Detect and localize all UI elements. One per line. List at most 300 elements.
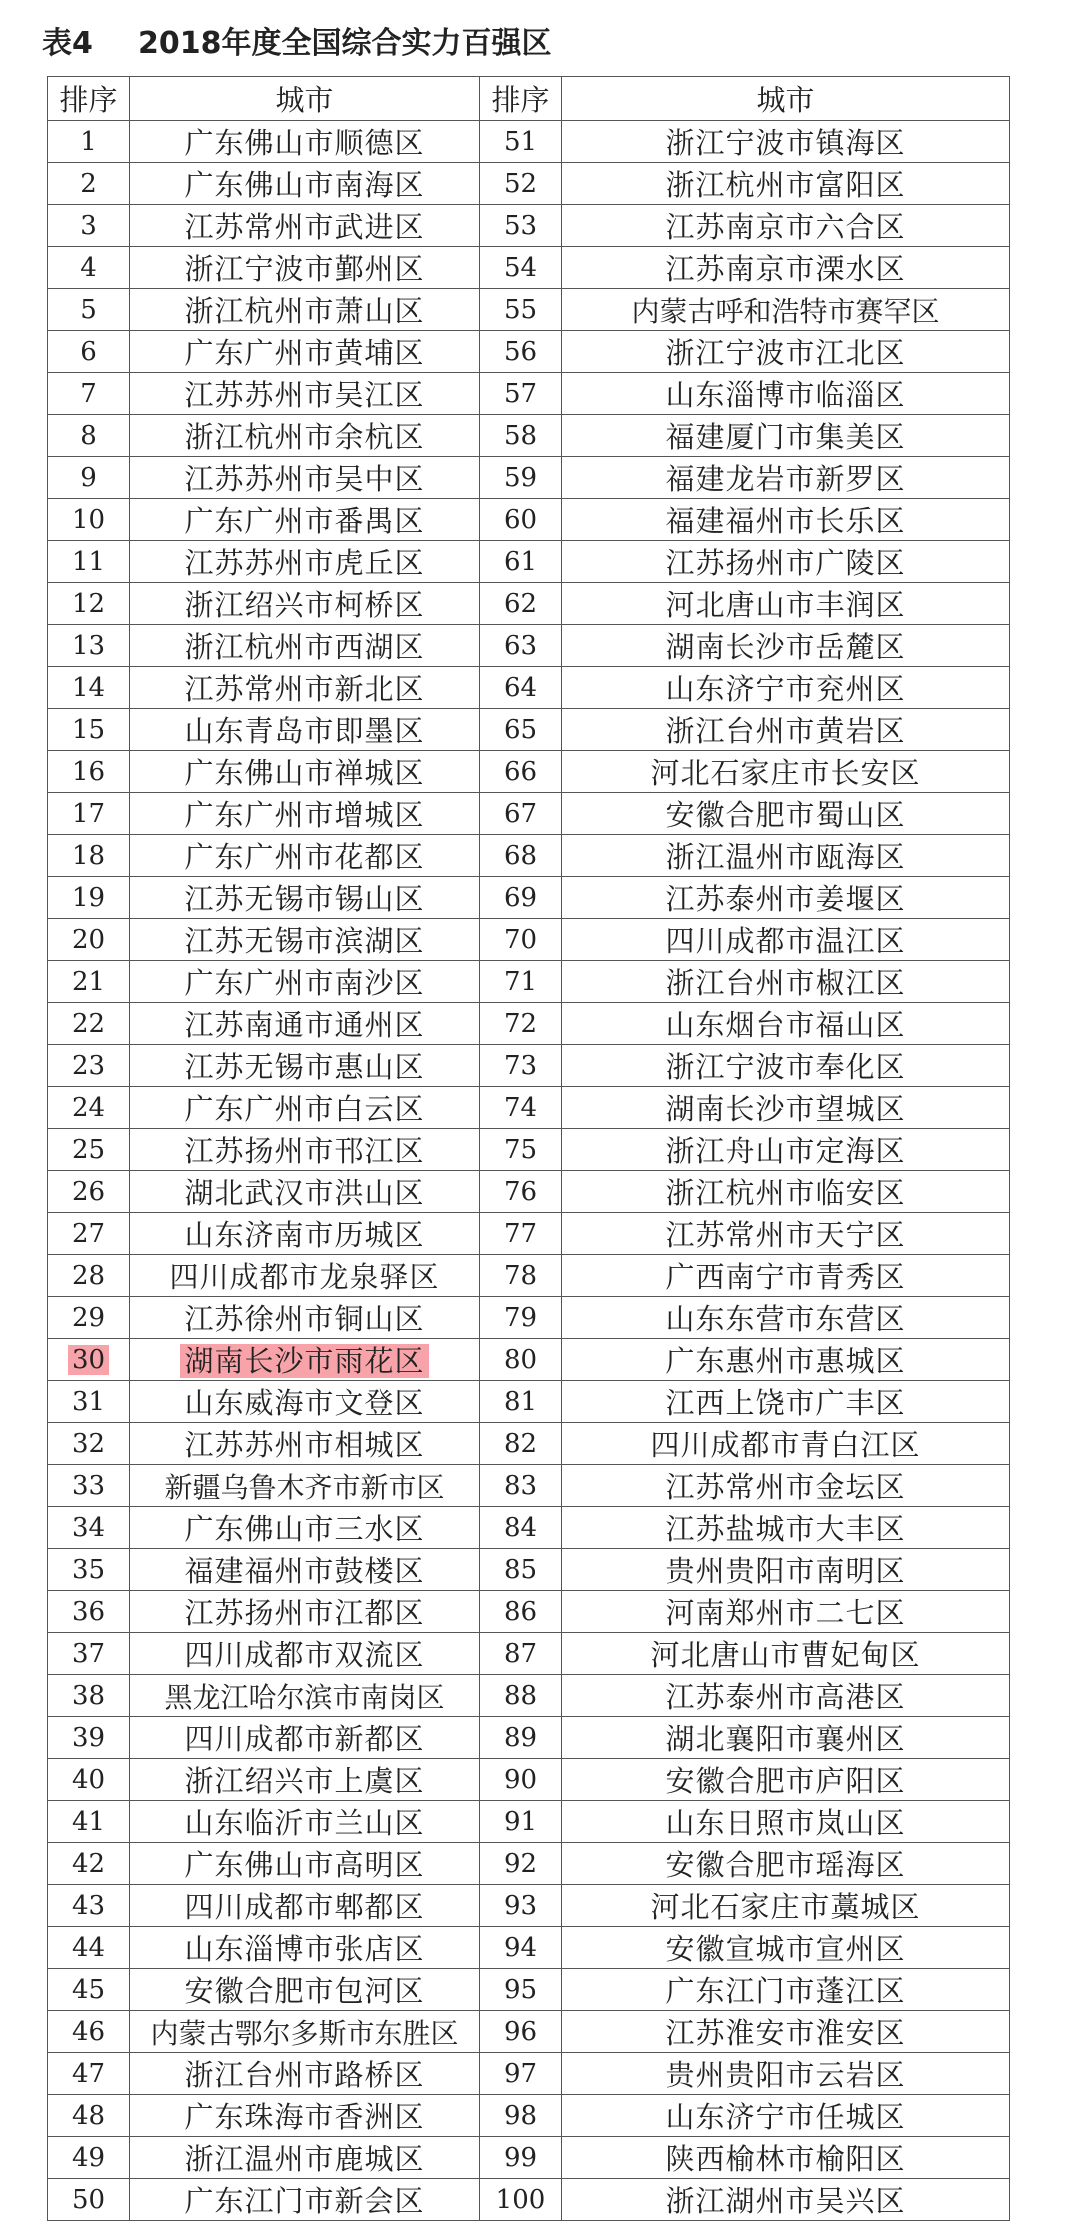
rank-value: 5	[80, 294, 97, 325]
city-name: 江苏无锡市锡山区	[184, 882, 425, 916]
city-name: 广东佛山市禅城区	[184, 756, 425, 790]
table-row	[48, 1045, 1010, 1087]
rank-value: 1	[80, 126, 97, 157]
table-row	[48, 1171, 1010, 1213]
rank-cell-left	[48, 2011, 130, 2053]
city-name: 四川成都市青白江区	[650, 1428, 921, 1462]
highlighted-city: 湖南长沙市雨花区	[180, 1344, 428, 1378]
table-row	[48, 415, 1010, 457]
rank-cell-right	[480, 919, 562, 961]
city-name: 广东广州市番禺区	[184, 504, 425, 538]
city-name: 广东佛山市高明区	[184, 1848, 425, 1882]
rank-value: 7	[80, 378, 97, 409]
city-name: 安徽合肥市瑶海区	[665, 1848, 906, 1882]
city-name: 福建福州市鼓楼区	[184, 1554, 425, 1588]
city-cell-right	[562, 1003, 1010, 1045]
city-name: 安徽宣城市宣州区	[665, 1932, 906, 1966]
city-cell-left	[130, 1507, 480, 1549]
city-name: 广东惠州市惠城区	[665, 1344, 906, 1378]
table-row	[48, 205, 1010, 247]
city-cell-right	[562, 583, 1010, 625]
table-number: 表4	[42, 26, 93, 61]
city-cell-left	[130, 1087, 480, 1129]
rank-value: 45	[71, 1974, 106, 2005]
rank-value: 71	[503, 966, 538, 997]
rank-cell-right	[480, 1297, 562, 1339]
rank-cell-left	[48, 1717, 130, 1759]
rank-cell-left	[48, 289, 130, 331]
city-cell-right	[562, 1171, 1010, 1213]
rank-cell-left	[48, 751, 130, 793]
rank-cell-right	[480, 2137, 562, 2179]
table-row	[48, 793, 1010, 835]
city-cell-right	[562, 751, 1010, 793]
header-city-right: 城市	[562, 77, 1010, 121]
table-row	[48, 499, 1010, 541]
city-cell-left	[130, 1381, 480, 1423]
rank-cell-right	[480, 1213, 562, 1255]
city-name: 广东广州市白云区	[184, 1092, 425, 1126]
city-cell-left	[130, 331, 480, 373]
rank-cell-right	[480, 163, 562, 205]
rank-cell-left	[48, 961, 130, 1003]
rank-value: 68	[503, 840, 538, 871]
rank-value: 35	[71, 1554, 106, 1585]
table-row	[48, 1507, 1010, 1549]
city-cell-right	[562, 289, 1010, 331]
table-row	[48, 1633, 1010, 1675]
rank-value: 33	[71, 1470, 106, 1501]
rank-value: 67	[503, 798, 538, 829]
city-name: 江苏泰州市高港区	[665, 1680, 906, 1714]
rank-cell-left	[48, 415, 130, 457]
city-cell-right	[562, 793, 1010, 835]
rank-cell-right	[480, 961, 562, 1003]
city-name: 浙江绍兴市上虞区	[184, 1764, 425, 1798]
rank-value: 28	[71, 1260, 106, 1291]
rank-value: 44	[71, 1932, 106, 1963]
table-header-row	[48, 77, 1010, 121]
city-name: 浙江宁波市鄞州区	[184, 252, 425, 286]
table-row	[48, 2011, 1010, 2053]
city-name: 内蒙古呼和浩特市赛罕区	[631, 294, 940, 328]
rank-cell-right	[480, 751, 562, 793]
table-row	[48, 541, 1010, 583]
table-row	[48, 247, 1010, 289]
city-cell-right	[562, 1843, 1010, 1885]
table-row	[48, 2095, 1010, 2137]
table-row	[48, 1423, 1010, 1465]
rank-value: 14	[71, 672, 106, 703]
rank-value: 98	[503, 2100, 538, 2131]
city-cell-right	[562, 331, 1010, 373]
rank-cell-right	[480, 667, 562, 709]
rank-value: 42	[71, 1848, 106, 1879]
rank-cell-right	[480, 457, 562, 499]
table-row	[48, 1717, 1010, 1759]
rank-cell-right	[480, 2011, 562, 2053]
rank-value: 40	[71, 1764, 106, 1795]
rank-cell-right	[480, 1885, 562, 1927]
rank-cell-left	[48, 1507, 130, 1549]
city-cell-right	[562, 163, 1010, 205]
city-cell-left	[130, 919, 480, 961]
city-cell-right	[562, 1927, 1010, 1969]
rank-cell-left	[48, 835, 130, 877]
city-name: 四川成都市龙泉驿区	[169, 1260, 440, 1294]
city-cell-right	[562, 877, 1010, 919]
rank-cell-right	[480, 1927, 562, 1969]
city-cell-left	[130, 415, 480, 457]
rank-value: 99	[503, 2142, 538, 2173]
city-name: 江苏苏州市吴江区	[184, 378, 425, 412]
city-name: 江苏扬州市江都区	[184, 1596, 425, 1630]
rank-value: 86	[503, 1596, 538, 1627]
city-name: 贵州贵阳市云岩区	[665, 2058, 906, 2092]
rank-cell-left	[48, 1885, 130, 1927]
rank-value: 46	[71, 2016, 106, 2047]
city-name: 福建厦门市集美区	[665, 420, 906, 454]
rank-value: 26	[71, 1176, 106, 1207]
rank-value: 92	[503, 1848, 538, 1879]
rank-value: 90	[503, 1764, 538, 1795]
rank-value: 84	[503, 1512, 538, 1543]
rank-cell-left	[48, 541, 130, 583]
rank-cell-left	[48, 625, 130, 667]
rank-value: 37	[71, 1638, 106, 1669]
city-name: 浙江台州市黄岩区	[665, 714, 906, 748]
city-cell-left	[130, 1633, 480, 1675]
city-cell-left	[130, 961, 480, 1003]
city-cell-left	[130, 1339, 480, 1381]
city-name: 江苏盐城市大丰区	[665, 1512, 906, 1546]
city-name: 广东佛山市顺德区	[184, 126, 425, 160]
city-cell-right	[562, 2053, 1010, 2095]
table-title: 2018年度全国综合实力百强区	[138, 26, 552, 61]
table-row	[48, 289, 1010, 331]
city-name: 湖北武汉市洪山区	[184, 1176, 425, 1210]
table-caption	[42, 22, 552, 66]
city-cell-left	[130, 835, 480, 877]
table-row	[48, 1591, 1010, 1633]
table-row	[48, 1759, 1010, 1801]
city-cell-left	[130, 583, 480, 625]
rank-value: 62	[503, 588, 538, 619]
table-row	[48, 1297, 1010, 1339]
rank-value: 57	[503, 378, 538, 409]
rank-value: 13	[71, 630, 106, 661]
rank-value: 72	[503, 1008, 538, 1039]
rank-cell-right	[480, 1717, 562, 1759]
rank-value: 19	[71, 882, 106, 913]
city-name: 江苏苏州市吴中区	[184, 462, 425, 496]
city-name: 浙江绍兴市柯桥区	[184, 588, 425, 622]
rank-cell-right	[480, 121, 562, 163]
city-name: 浙江杭州市萧山区	[184, 294, 425, 328]
city-cell-right	[562, 1045, 1010, 1087]
table-row	[48, 457, 1010, 499]
rank-value: 69	[503, 882, 538, 913]
rank-value: 39	[71, 1722, 106, 1753]
city-cell-left	[130, 247, 480, 289]
rank-cell-left	[48, 205, 130, 247]
table-row	[48, 1255, 1010, 1297]
city-name: 浙江温州市鹿城区	[184, 2142, 425, 2176]
rank-cell-right	[480, 415, 562, 457]
rank-value: 78	[503, 1260, 538, 1291]
city-name: 浙江宁波市江北区	[665, 336, 906, 370]
rank-value: 36	[71, 1596, 106, 1627]
rank-cell-left	[48, 1549, 130, 1591]
city-cell-left	[130, 1549, 480, 1591]
city-name: 广东江门市新会区	[184, 2184, 425, 2218]
city-name: 江苏徐州市铜山区	[184, 1302, 425, 1336]
city-cell-right	[562, 1885, 1010, 1927]
city-name: 江苏常州市武进区	[184, 210, 425, 244]
city-cell-left	[130, 121, 480, 163]
rank-value: 9	[80, 462, 97, 493]
rank-value: 34	[71, 1512, 106, 1543]
rank-cell-right	[480, 1759, 562, 1801]
city-cell-right	[562, 415, 1010, 457]
city-cell-left	[130, 1759, 480, 1801]
city-name: 山东日照市岚山区	[665, 1806, 906, 1840]
rank-cell-left	[48, 1759, 130, 1801]
city-name: 山东威海市文登区	[184, 1386, 425, 1420]
city-cell-left	[130, 1969, 480, 2011]
table-row	[48, 1549, 1010, 1591]
city-name: 安徽合肥市包河区	[184, 1974, 425, 2008]
city-cell-left	[130, 2179, 480, 2221]
table-row	[48, 835, 1010, 877]
table-row	[48, 961, 1010, 1003]
city-name: 湖北襄阳市襄州区	[665, 1722, 906, 1756]
rank-value: 70	[503, 924, 538, 955]
city-cell-left	[130, 373, 480, 415]
rank-value: 56	[503, 336, 538, 367]
rank-value: 47	[71, 2058, 106, 2089]
city-name: 浙江舟山市定海区	[665, 1134, 906, 1168]
rank-cell-right	[480, 1339, 562, 1381]
city-name: 河南郑州市二七区	[665, 1596, 906, 1630]
city-name: 广西南宁市青秀区	[665, 1260, 906, 1294]
city-name: 广东珠海市香洲区	[184, 2100, 425, 2134]
rank-cell-left	[48, 331, 130, 373]
city-cell-left	[130, 1003, 480, 1045]
rank-value: 82	[503, 1428, 538, 1459]
city-name: 山东淄博市张店区	[184, 1932, 425, 1966]
rank-cell-right	[480, 1171, 562, 1213]
table-row	[48, 751, 1010, 793]
city-cell-left	[130, 667, 480, 709]
city-name: 山东临沂市兰山区	[184, 1806, 425, 1840]
rank-value: 31	[71, 1386, 106, 1417]
city-cell-left	[130, 499, 480, 541]
table-row	[48, 1969, 1010, 2011]
rank-cell-right	[480, 1591, 562, 1633]
rank-cell-right	[480, 1549, 562, 1591]
city-cell-left	[130, 1717, 480, 1759]
city-cell-left	[130, 751, 480, 793]
rank-value: 6	[80, 336, 97, 367]
rank-cell-left	[48, 2179, 130, 2221]
city-cell-right	[562, 121, 1010, 163]
rank-value: 89	[503, 1722, 538, 1753]
rank-value: 24	[71, 1092, 106, 1123]
rank-cell-left	[48, 1381, 130, 1423]
city-cell-right	[562, 1591, 1010, 1633]
city-name: 福建福州市长乐区	[665, 504, 906, 538]
rank-value: 3	[80, 210, 97, 241]
rank-value: 97	[503, 2058, 538, 2089]
table-row	[48, 877, 1010, 919]
rank-cell-right	[480, 709, 562, 751]
table-row	[48, 1927, 1010, 1969]
rank-cell-left	[48, 1087, 130, 1129]
city-name: 山东济宁市兖州区	[665, 672, 906, 706]
rank-cell-right	[480, 1675, 562, 1717]
rank-value: 49	[71, 2142, 106, 2173]
rank-cell-right	[480, 1087, 562, 1129]
city-name: 浙江温州市瓯海区	[665, 840, 906, 874]
city-name: 江苏苏州市虎丘区	[184, 546, 425, 580]
rank-value: 74	[503, 1092, 538, 1123]
rank-value: 81	[503, 1386, 538, 1417]
rank-value: 83	[503, 1470, 538, 1501]
table-row	[48, 919, 1010, 961]
rank-cell-left	[48, 1843, 130, 1885]
rank-value: 59	[503, 462, 538, 493]
city-cell-right	[562, 2095, 1010, 2137]
city-name: 安徽合肥市蜀山区	[665, 798, 906, 832]
city-name: 江苏无锡市滨湖区	[184, 924, 425, 958]
rank-cell-left	[48, 1633, 130, 1675]
city-name: 山东烟台市福山区	[665, 1008, 906, 1042]
rank-cell-right	[480, 499, 562, 541]
city-cell-left	[130, 1297, 480, 1339]
city-cell-left	[130, 1591, 480, 1633]
city-cell-right	[562, 1465, 1010, 1507]
city-cell-left	[130, 1465, 480, 1507]
rank-value: 15	[71, 714, 106, 745]
city-cell-right	[562, 247, 1010, 289]
rank-value: 23	[71, 1050, 106, 1081]
city-cell-right	[562, 2179, 1010, 2221]
rank-value: 77	[503, 1218, 538, 1249]
table-row	[48, 1675, 1010, 1717]
table-row	[48, 121, 1010, 163]
rank-value: 66	[503, 756, 538, 787]
rank-value: 63	[503, 630, 538, 661]
rank-cell-left	[48, 877, 130, 919]
rank-value: 17	[71, 798, 106, 829]
rank-value: 55	[503, 294, 538, 325]
city-name: 广东佛山市三水区	[184, 1512, 425, 1546]
city-cell-left	[130, 205, 480, 247]
rank-value: 16	[71, 756, 106, 787]
city-name: 浙江宁波市镇海区	[665, 126, 906, 160]
city-name: 贵州贵阳市南明区	[665, 1554, 906, 1588]
city-cell-left	[130, 1423, 480, 1465]
rank-value: 51	[503, 126, 538, 157]
rank-cell-left	[48, 163, 130, 205]
rank-value: 88	[503, 1680, 538, 1711]
city-name: 江苏南通市通州区	[184, 1008, 425, 1042]
rank-cell-right	[480, 1381, 562, 1423]
rank-cell-right	[480, 1969, 562, 2011]
city-cell-right	[562, 1129, 1010, 1171]
city-name: 江苏常州市新北区	[184, 672, 425, 706]
rank-value: 25	[71, 1134, 106, 1165]
table-row	[48, 1129, 1010, 1171]
city-cell-right	[562, 457, 1010, 499]
city-name: 江苏常州市金坛区	[665, 1470, 906, 1504]
rank-value: 27	[71, 1218, 106, 1249]
rank-cell-right	[480, 373, 562, 415]
rank-value: 38	[71, 1680, 106, 1711]
city-cell-left	[130, 2137, 480, 2179]
table-row	[48, 1801, 1010, 1843]
table-row	[48, 1381, 1010, 1423]
table-row	[48, 1465, 1010, 1507]
rank-value: 79	[503, 1302, 538, 1333]
table-row	[48, 625, 1010, 667]
table-row	[48, 2179, 1010, 2221]
city-name: 江苏扬州市广陵区	[665, 546, 906, 580]
city-cell-left	[130, 289, 480, 331]
rank-cell-right	[480, 583, 562, 625]
city-cell-right	[562, 1423, 1010, 1465]
city-cell-right	[562, 1381, 1010, 1423]
city-name: 广东江门市蓬江区	[665, 1974, 906, 2008]
rank-cell-right	[480, 2179, 562, 2221]
rank-cell-left	[48, 1339, 130, 1381]
ranking-table	[47, 76, 1010, 2221]
city-cell-right	[562, 1969, 1010, 2011]
city-cell-left	[130, 2011, 480, 2053]
rank-value: 18	[71, 840, 106, 871]
rank-value: 4	[80, 252, 97, 283]
rank-cell-right	[480, 835, 562, 877]
city-cell-left	[130, 1129, 480, 1171]
city-name: 河北唐山市曹妃甸区	[650, 1638, 921, 1672]
city-cell-right	[562, 1717, 1010, 1759]
city-cell-right	[562, 2137, 1010, 2179]
city-name: 四川成都市新都区	[184, 1722, 425, 1756]
table-row	[48, 583, 1010, 625]
city-name: 山东东营市东营区	[665, 1302, 906, 1336]
table-row	[48, 667, 1010, 709]
city-name: 浙江杭州市余杭区	[184, 420, 425, 454]
city-name: 江苏南京市溧水区	[665, 252, 906, 286]
rank-value: 73	[503, 1050, 538, 1081]
rank-cell-left	[48, 1171, 130, 1213]
rank-cell-right	[480, 2053, 562, 2095]
rank-cell-right	[480, 541, 562, 583]
rank-cell-right	[480, 331, 562, 373]
city-name: 江苏扬州市邗江区	[184, 1134, 425, 1168]
rank-value: 48	[71, 2100, 106, 2131]
city-cell-left	[130, 1255, 480, 1297]
city-cell-right	[562, 1801, 1010, 1843]
city-cell-left	[130, 1213, 480, 1255]
highlighted-rank: 30	[68, 1345, 109, 1375]
city-cell-left	[130, 457, 480, 499]
rank-cell-left	[48, 247, 130, 289]
rank-value: 29	[71, 1302, 106, 1333]
city-cell-right	[562, 2011, 1010, 2053]
city-cell-right	[562, 1255, 1010, 1297]
